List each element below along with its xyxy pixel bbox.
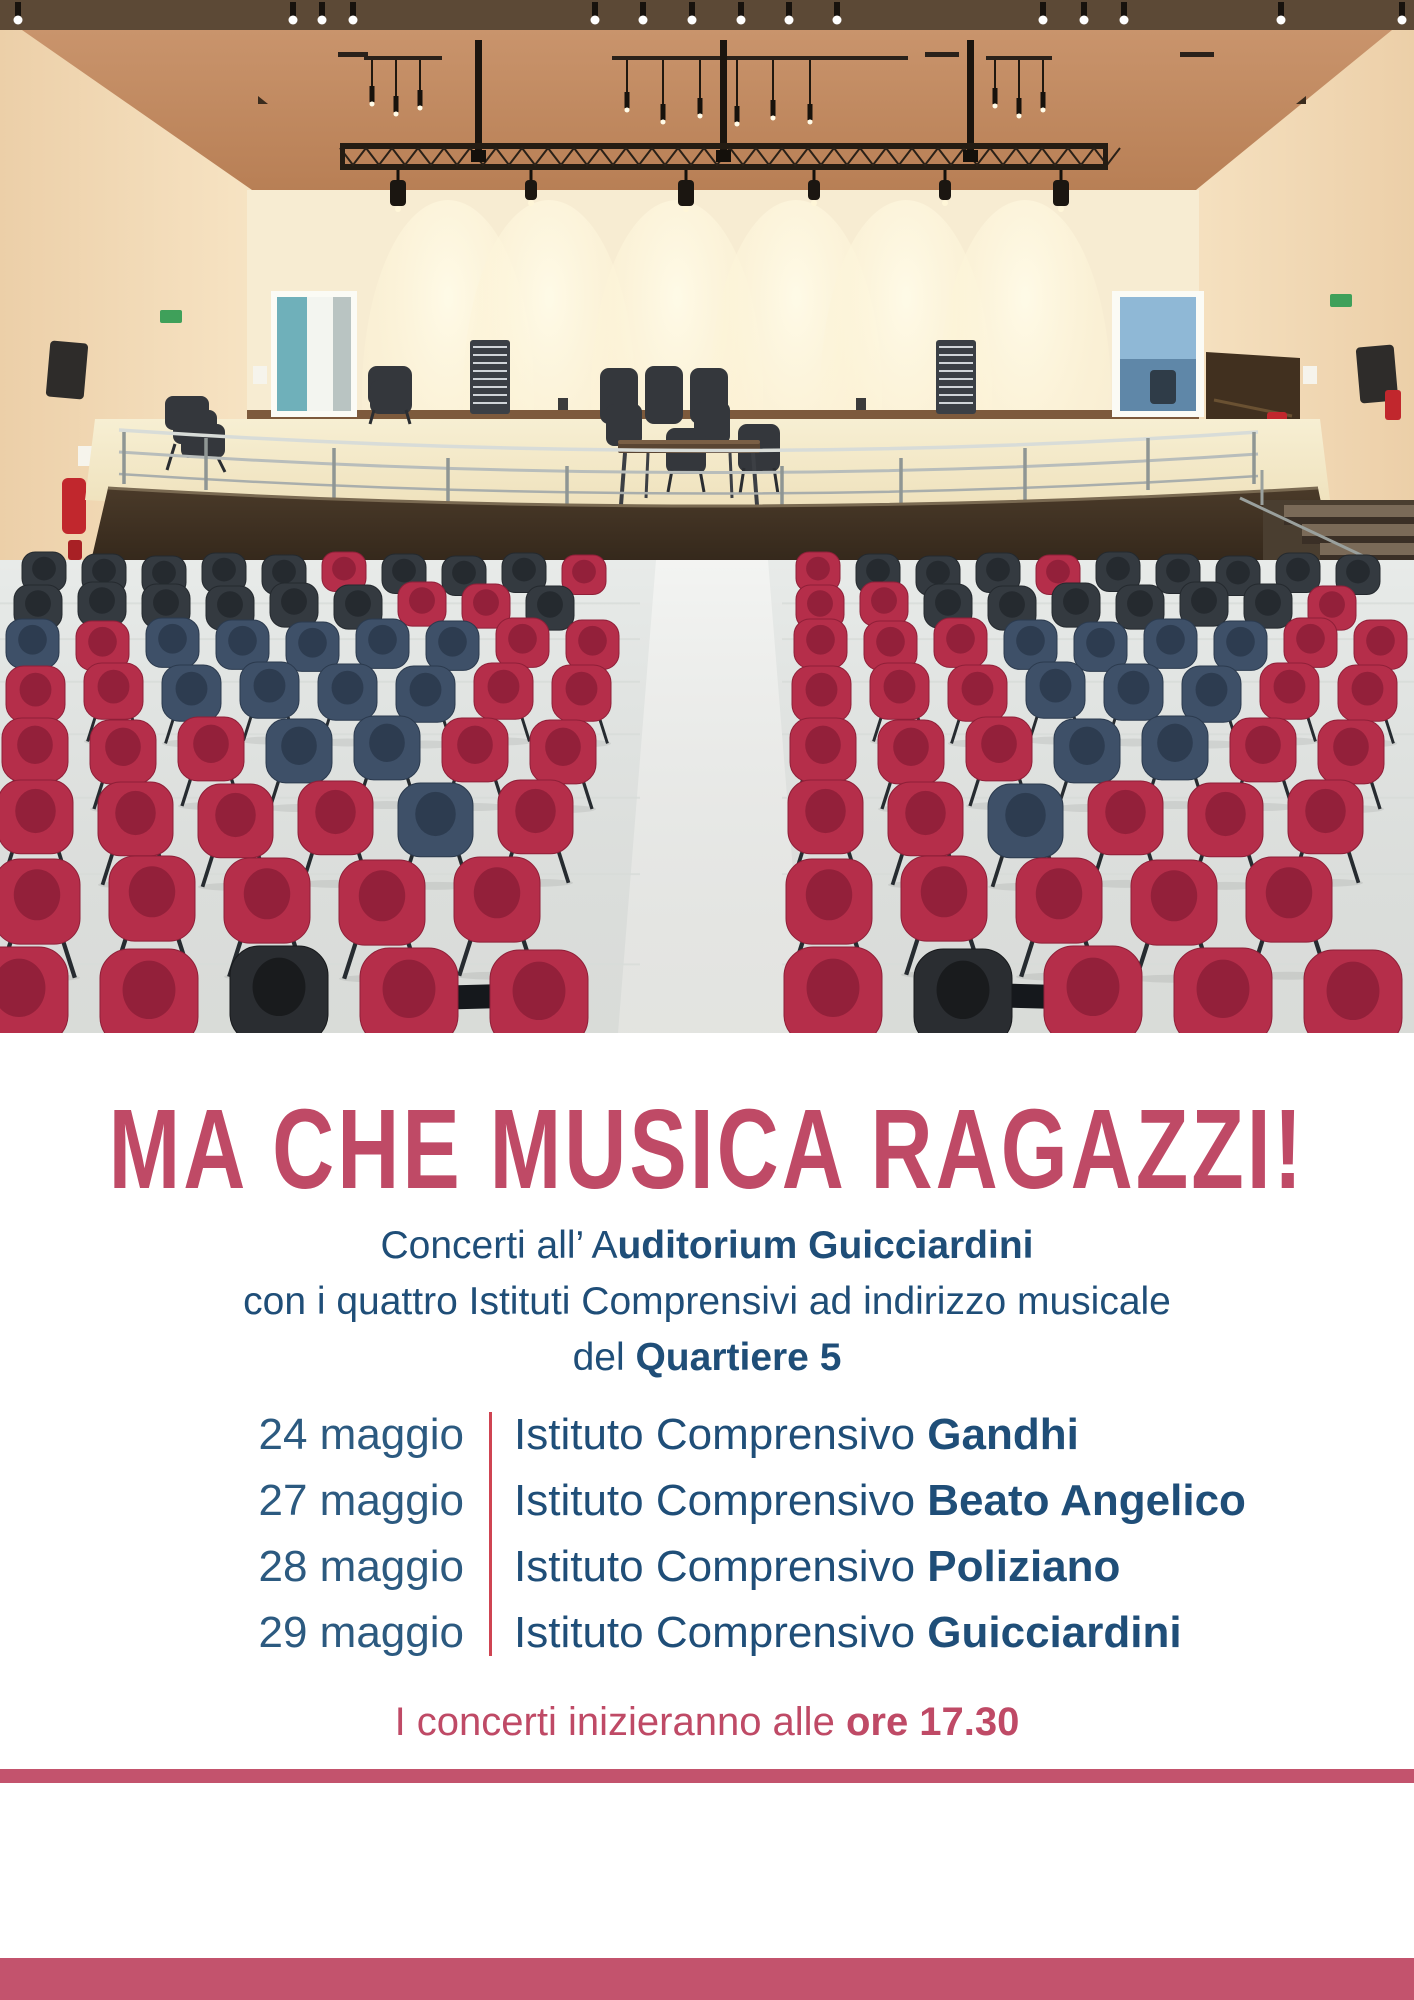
event-date: 27 maggio [258, 1476, 464, 1525]
footer-bar-bottom [0, 1958, 1414, 2000]
poster-title: MA CHE MUSICA RAGAZZI! [108, 1086, 1306, 1214]
wall-speaker-left [46, 340, 89, 399]
subtitle-line-1: Concerti all’ Auditorium Guicciardini [380, 1224, 1034, 1267]
event-date: 24 maggio [258, 1410, 464, 1459]
event-school: Istituto Comprensivo Gandhi [514, 1410, 1079, 1459]
event-school: Istituto Comprensivo Beato Angelico [514, 1476, 1246, 1525]
subtitle-line-3: del Quartiere 5 [572, 1336, 842, 1379]
event-row [0, 1600, 1414, 1666]
footer-bar-top [0, 1769, 1414, 1783]
subtitle-line-2: con i quattro Istituti Comprensivi ad indirizzo musicale [243, 1280, 1171, 1323]
event-date: 28 maggio [258, 1542, 464, 1591]
time-note: I concerti inizieranno alle ore 17.30 [394, 1700, 1020, 1744]
event-row [0, 1468, 1414, 1534]
event-school: Istituto Comprensivo Guicciardini [514, 1608, 1182, 1657]
event-school: Istituto Comprensivo Poliziano [514, 1542, 1121, 1591]
event-row [0, 1402, 1414, 1468]
stage-door-right [1112, 291, 1204, 417]
event-list [0, 1402, 1414, 1666]
event-list-divider [489, 1412, 492, 1656]
ceiling [0, 0, 1414, 190]
stage-door-left [271, 291, 357, 417]
event-row [0, 1534, 1414, 1600]
poster-subtitle [0, 1218, 1414, 1386]
event-date: 29 maggio [258, 1608, 464, 1657]
logo-strip [0, 1783, 1414, 1958]
